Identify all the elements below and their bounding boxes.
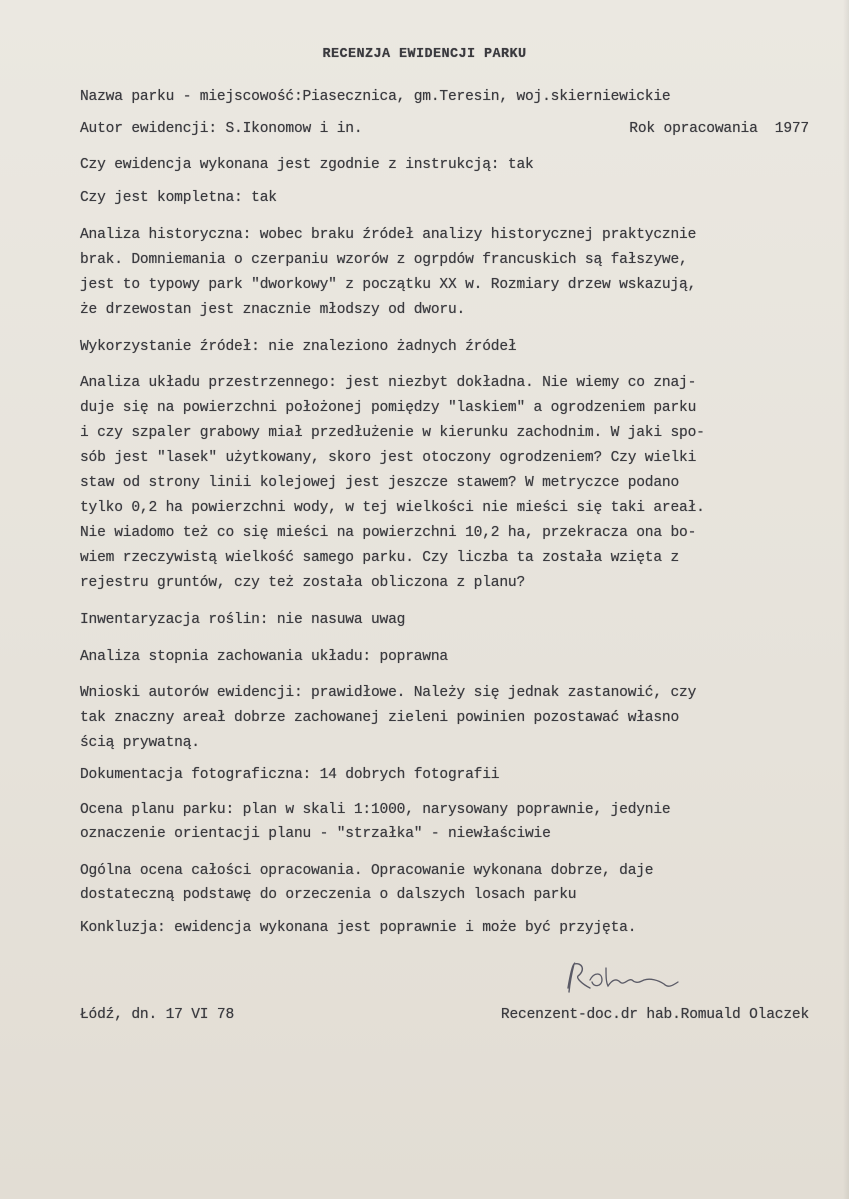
historical-analysis-line: brak. Domniemania o czerpaniu wzorów z ogrpdów francuskich są fałszywe, bbox=[80, 252, 688, 268]
reviewer-name: Recenzent-doc.dr hab.Romuald Olaczek bbox=[500, 1007, 809, 1023]
final-conclusion: Konkluzja: ewidencja wykonana jest poprawnie i może być przyjęta. bbox=[80, 920, 637, 936]
completeness: Czy jest kompletna: tak bbox=[80, 190, 277, 206]
park-name: Nazwa parku - miejscowość:Piasecznica, gm.Teresin, woj.skierniewickie bbox=[80, 89, 671, 105]
spatial-analysis-line: wiem rzeczywistą wielkość samego parku. Czy liczba ta została wzięta z bbox=[80, 550, 680, 566]
historical-analysis-line: Analiza historyczna: wobec braku źródeł analizy historycznej praktycznie bbox=[80, 227, 697, 243]
year: Rok opracowania 1977 bbox=[629, 121, 809, 137]
spatial-analysis-line: Analiza układu przestrzennego: jest niezbyt dokładna. Nie wiemy co znaj- bbox=[80, 375, 697, 391]
conclusions-line: Wnioski autorów ewidencji: prawidłowe. Należy się jednak zastanowić, czy bbox=[80, 685, 697, 701]
historical-analysis-line: jest to typowy park "dworkowy" z początku XX w. Rozmiary drzew wskazują, bbox=[80, 277, 697, 293]
spatial-analysis-line: Nie wiadomo też co się mieści na powierzchni 10,2 ha, przekracza ona bo- bbox=[80, 525, 697, 541]
conclusions-line: tak znaczny areał dobrze zachowanej zieleni powinien pozostawać własno bbox=[80, 710, 680, 726]
photo-documentation: Dokumentacja fotograficzna: 14 dobrych fotografii bbox=[80, 767, 500, 783]
document-title: RECENZJA EWIDENCJI PARKU bbox=[322, 47, 527, 62]
plan-rating-line: Ocena planu parku: plan w skali 1:1000, narysowany poprawnie, jedynie bbox=[80, 802, 671, 818]
conclusions-line: ścią prywatną. bbox=[80, 735, 200, 751]
spatial-analysis-line: duje się na powierzchni położonej pomiędzy "laskiem" a ogrodzeniem parku bbox=[80, 400, 697, 416]
author: Autor ewidencji: S.Ikonomow i in. bbox=[80, 121, 363, 137]
spatial-analysis-line: staw od strony linii kolejowej jest jeszcze stawem? W metryczce podano bbox=[80, 475, 680, 491]
sources-usage: Wykorzystanie źródeł: nie znaleziono żadnych źródeł bbox=[80, 339, 517, 355]
spatial-analysis-line: rejestru gruntów, czy też została obliczona z planu? bbox=[80, 575, 525, 591]
spatial-analysis-line: tylko 0,2 ha powierzchni wody, w tej wielkości nie mieści się taki areał. bbox=[80, 500, 705, 516]
instruction-compliance: Czy ewidencja wykonana jest zgodnie z instrukcją: tak bbox=[80, 157, 534, 173]
preservation-analysis: Analiza stopnia zachowania układu: poprawna bbox=[80, 649, 448, 665]
plant-inventory: Inwentaryzacja roślin: nie nasuwa uwag bbox=[80, 612, 406, 628]
spatial-analysis-line: sób jest "lasek" użytkowany, skoro jest otoczony ogrodzeniem? Czy wielki bbox=[80, 450, 697, 466]
spatial-analysis-line: i czy szpaler grabowy miał przedłużenie w kierunku zachodnim. W jaki spo- bbox=[80, 425, 705, 441]
overall-rating-line: dostateczną podstawę do orzeczenia o dalszych losach parku bbox=[80, 887, 577, 903]
overall-rating-line: Ogólna ocena całości opracowania. Opracowanie wykonana dobrze, daje bbox=[80, 863, 654, 879]
handwritten-signature bbox=[560, 958, 700, 998]
place-and-date: Łódź, dn. 17 VI 78 bbox=[80, 1007, 235, 1023]
historical-analysis-line: że drzewostan jest znacznie młodszy od dworu. bbox=[80, 302, 466, 318]
plan-rating-line: oznaczenie orientacji planu - "strzałka" - niewłaściwie bbox=[80, 826, 551, 842]
